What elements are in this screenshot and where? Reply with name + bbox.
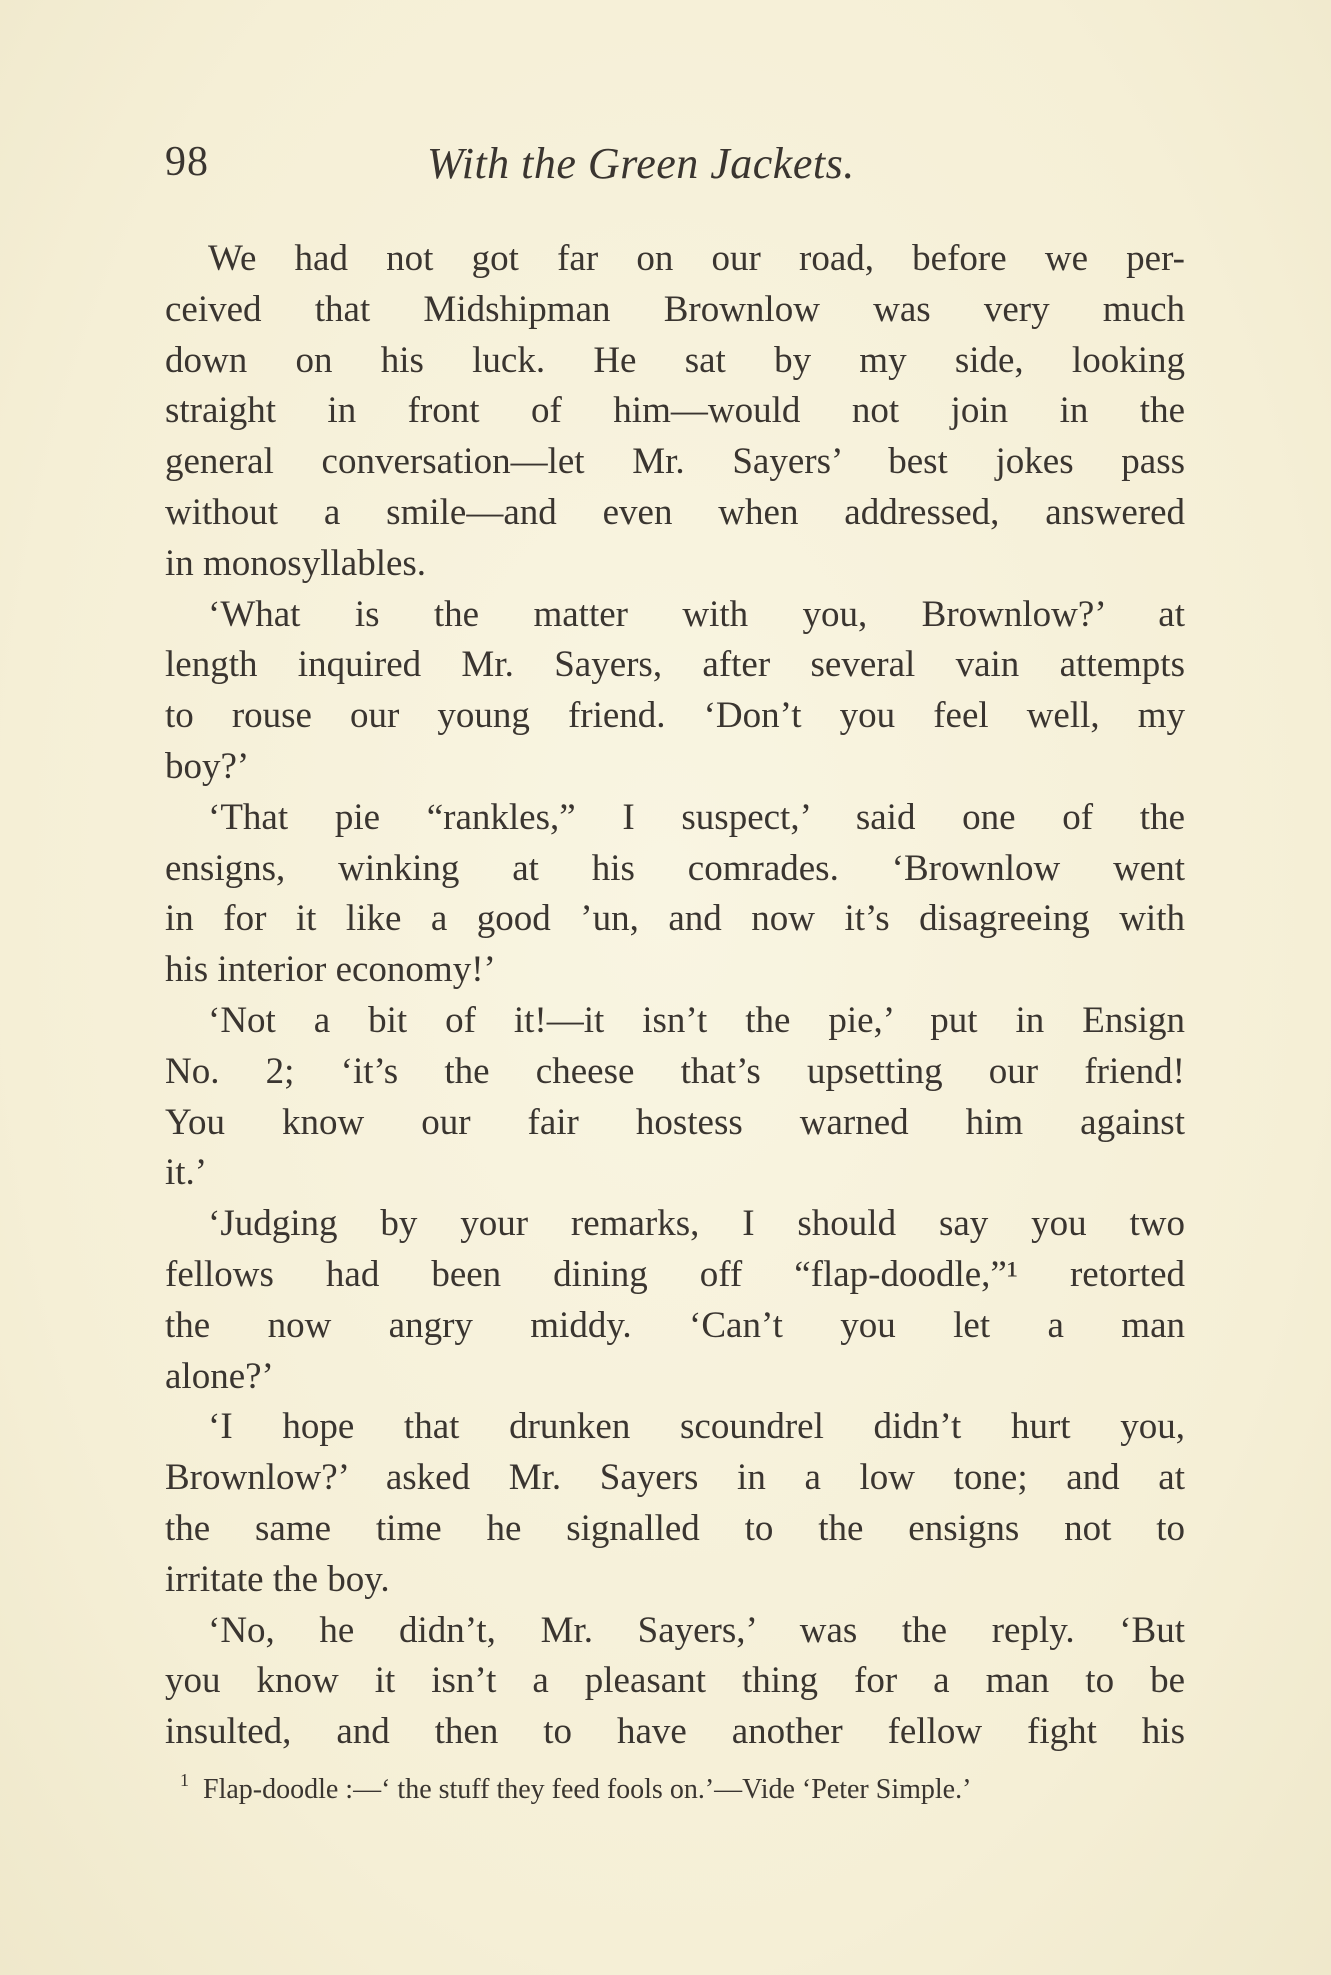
text-line: alone?’ [165,1355,274,1397]
body-text [165,234,1185,1758]
text-line: down on his luck. He sat by my side, looking [165,339,1185,381]
text-line: his interior economy!’ [165,949,496,991]
text-line: it.’ [165,1152,208,1194]
text-line: boy?’ [165,745,250,787]
text-line: ‘No, he didn’t, Mr. Sayers,’ was the reply. ‘But [208,1609,1185,1651]
text-line: We had not got far on our road, before we per- [208,238,1185,279]
text-line: ‘Judging by your remarks, I should say you two [208,1203,1185,1245]
text-line: insulted, and then to have another fellow fight his [165,1711,1185,1753]
text-line: in monosyllables. [165,542,427,584]
text-line: irritate the boy. [165,1558,390,1600]
text-line: you know it isn’t a pleasant thing for a man to be [165,1660,1185,1702]
running-title: With the Green Jackets. [427,139,855,188]
text-line: ‘What is the matter with you, Brownlow?’ at [208,593,1185,635]
text-line: the same time he signalled to the ensigns not to [165,1507,1185,1549]
text-line: to rouse our young friend. ‘Don’t you feel well, my [165,695,1185,737]
text-line: You know our fair hostess warned him against [165,1101,1185,1143]
footnote-marker: 1 [180,1770,189,1790]
page-number: 98 [165,139,209,185]
text-line: fellows had been dining off “flap-doodle,”¹ retorted [165,1253,1185,1295]
footnote [180,1770,1190,1806]
text-line: Brownlow?’ asked Mr. Sayers in a low tone; and at [165,1457,1185,1499]
text-line: general conversation—let Mr. Sayers’ best jokes pass [165,441,1185,483]
text-line: length inquired Mr. Sayers, after several vain attempts [165,644,1185,686]
text-line: ensigns, winking at his comrades. ‘Brownlow went [165,847,1185,889]
footnote-text: Flap-doodle :—‘ the stuff they feed fools on.’—Vide ‘Peter Simple.’ [203,1774,972,1805]
text-line: No. 2; ‘it’s the cheese that’s upsetting our friend! [165,1050,1185,1092]
text-line: without a smile—and even when addressed, answered [165,491,1185,533]
text-line: in for it like a good ’un, and now it’s disagreeing with [165,898,1185,940]
page-header [165,138,945,198]
text-line: ‘Not a bit of it!—it isn’t the pie,’ put in Ensign [208,999,1185,1041]
text-line: straight in front of him—would not join in the [165,390,1185,432]
text-line: the now angry middy. ‘Can’t you let a man [165,1304,1185,1346]
text-line: ceived that Midshipman Brownlow was very much [165,288,1185,330]
text-line: ‘That pie “rankles,” I suspect,’ said one of the [208,796,1185,838]
text-line: ‘I hope that drunken scoundrel didn’t hurt you, [208,1406,1185,1448]
